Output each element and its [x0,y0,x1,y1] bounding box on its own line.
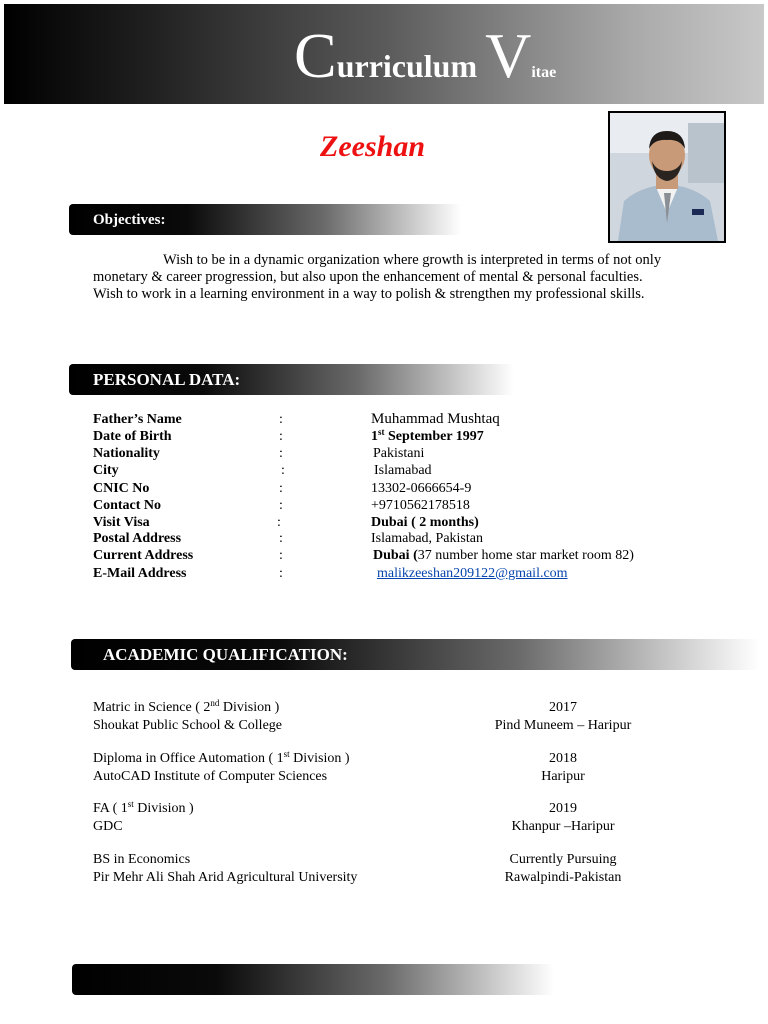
diploma-year: 2018 [549,751,577,766]
visa-label: Visit Visa [93,515,150,530]
diploma-title-sup: st [283,749,290,759]
academic-heading: ACADEMIC QUALIFICATION: [103,645,348,664]
academic-heading-bar [71,639,759,670]
city-label: City [93,463,119,478]
academic-row-matric [93,699,683,716]
colon: : [279,429,283,444]
postal-value: Islamabad, Pakistan [371,531,483,546]
bs-title: BS in Economics [93,852,191,867]
objectives-heading: Objectives: [93,212,166,228]
colon: : [279,446,283,461]
academic-row-fa-school [93,818,683,835]
diploma-school: AutoCAD Institute of Computer Sciences [93,769,328,784]
colon: : [279,412,283,427]
profile-photo [608,111,726,243]
city-value: Islamabad [374,463,432,478]
email-label: E-Mail Address [93,566,187,581]
dob-label: Date of Birth [93,429,172,444]
personal-data-heading: PERSONAL DATA: [93,370,241,389]
bs-school: Pir Mehr Ali Shah Arid Agricultural University [93,870,358,885]
title-rest-itae: itae [531,64,557,81]
nationality-label: Nationality [93,446,160,461]
colon: : [279,566,283,581]
postal-label: Postal Address [93,531,182,546]
current-address-label: Current Address [93,548,194,563]
title-cap-v: V [485,20,532,91]
dob-day: 1 [371,429,378,444]
current-address-value [373,547,634,564]
dob-suffix: st [378,427,385,437]
matric-title-pre: Matric in Science ( 2 [93,700,211,715]
cv-title [294,20,557,91]
title-cap-c: C [294,20,337,91]
colon: : [277,515,281,530]
fa-place: Khanpur –Haripur [511,819,615,834]
current-address-city: Dubai ( [373,548,418,563]
fa-year: 2019 [549,801,577,816]
header-banner [4,4,764,104]
fa-title-post: Division ) [133,801,194,816]
personal-data-heading-bar [69,364,514,395]
matric-title-post: Division ) [219,700,280,715]
academic-row-diploma [93,750,683,767]
academic-row-bs [93,851,683,868]
contact-value: +9710562178518 [371,498,470,513]
title-rest-urriculum: urriculum [336,48,486,84]
objectives-text: Wish to be in a dynamic organization where growth is interpreted in terms of not only monetary & career progression, but also upon the enhancement of mental & personal faculties. Wish to work in a learning environment in a way to polish & strengthen my professional skills. [93,252,662,302]
fa-title-pre: FA ( 1 [93,801,128,816]
diploma-title-post: Division ) [289,751,350,766]
colon: : [279,498,283,513]
contact-label: Contact No [93,498,162,513]
diploma-title-pre: Diploma in Office Automation ( 1 [93,751,284,766]
cnic-value: 13302-0666654-9 [371,481,472,496]
fa-school: GDC [93,819,123,834]
academic-row-diploma-school [93,768,683,785]
colon: : [279,481,283,496]
dob-month-year: September 1997 [384,429,484,444]
nationality-value: Pakistani [373,446,425,461]
cnic-label: CNIC No [93,481,150,496]
colon: : [281,463,285,478]
bs-place: Rawalpindi-Pakistan [504,870,622,885]
matric-title-sup: nd [210,698,220,708]
visa-value: Dubai ( 2 months) [371,515,479,530]
academic-row-bs-school [93,869,683,886]
colon: : [279,531,283,546]
email-link[interactable]: malikzeeshan209122@gmail.com [377,566,568,581]
dob-value [371,428,484,445]
objectives-heading-bar [69,204,461,235]
footer-bar [72,964,554,995]
fathers-name-label: Father’s Name [93,412,182,427]
colon: : [279,548,283,563]
diploma-place: Haripur [541,769,585,784]
fa-title [93,800,194,817]
bs-status: Currently Pursuing [509,852,617,867]
diploma-title [93,750,350,767]
candidate-name: Zeeshan [320,130,425,163]
fa-title-sup: st [127,799,134,809]
fathers-name-value: Muhammad Mushtaq [371,411,500,427]
matric-title [93,699,279,716]
academic-row-fa [93,800,683,817]
current-address-detail: 37 number home star market room 82) [417,548,634,563]
matric-school: Shoukat Public School & College [93,718,282,733]
matric-place: Pind Muneem – Haripur [494,718,632,733]
objectives-paragraph [93,252,673,303]
academic-row-matric-school [93,717,683,734]
matric-year: 2017 [549,700,577,715]
